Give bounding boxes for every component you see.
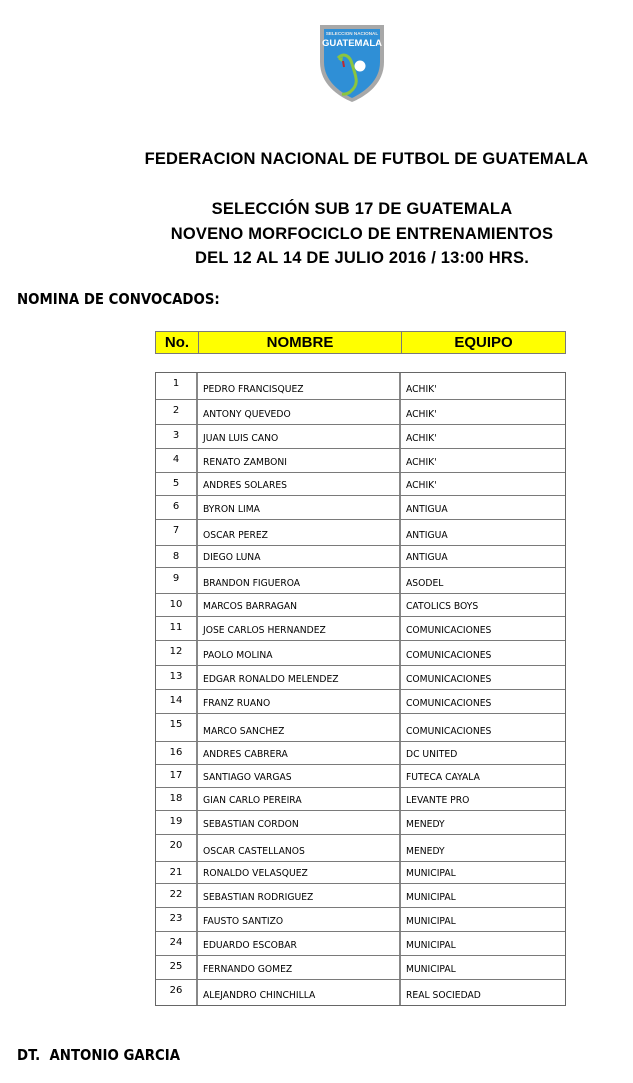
column-header-team: EQUIPO <box>454 334 513 351</box>
player-name: SEBASTIAN RODRIGUEZ <box>203 892 314 903</box>
coach-name: DT. ANTONIO GARCIA <box>17 1046 181 1064</box>
row-number: 16 <box>156 742 198 764</box>
row-player-cell <box>198 546 401 567</box>
row-player-cell <box>198 908 401 931</box>
row-team-cell <box>401 641 565 665</box>
row-number: 5 <box>156 473 198 495</box>
team-name: MENEDY <box>406 819 445 830</box>
row-player-cell <box>198 449 401 472</box>
table-row <box>156 883 565 907</box>
row-number: 2 <box>156 400 198 424</box>
player-name: PEDRO FRANCISQUEZ <box>203 384 304 395</box>
row-player-cell <box>198 714 401 741</box>
player-name: FRANZ RUANO <box>203 698 271 709</box>
table-row <box>156 567 565 593</box>
team-name: COMUNICACIONES <box>406 698 492 709</box>
row-number: 20 <box>156 835 198 861</box>
row-team-cell <box>401 617 565 640</box>
player-name: OSCAR PEREZ <box>203 530 268 541</box>
player-name: JOSE CARLOS HERNANDEZ <box>203 625 326 636</box>
team-name: LEVANTE PRO <box>406 795 470 806</box>
row-number: 4 <box>156 449 198 472</box>
row-player-cell <box>198 617 401 640</box>
row-team-cell <box>401 956 565 979</box>
row-team-cell <box>401 690 565 713</box>
row-player-cell <box>198 520 401 545</box>
row-number: 6 <box>156 496 198 519</box>
player-name: ANDRES SOLARES <box>203 480 287 491</box>
row-number: 15 <box>156 714 198 741</box>
row-number: 24 <box>156 932 198 955</box>
row-number: 17 <box>156 765 198 787</box>
row-team-cell <box>401 400 565 424</box>
player-name: BYRON LIMA <box>203 504 260 515</box>
team-name: ACHIK' <box>406 457 437 468</box>
team-name: MUNICIPAL <box>406 916 456 927</box>
row-team-cell <box>401 594 565 616</box>
player-name: MARCO SANCHEZ <box>203 726 285 737</box>
row-number: 3 <box>156 425 198 448</box>
row-number: 14 <box>156 690 198 713</box>
table-row <box>156 689 565 713</box>
logo-name: GUATEMALA <box>322 38 382 49</box>
row-team-cell <box>401 373 565 399</box>
team-name: FUTECA CAYALA <box>406 772 480 783</box>
row-number: 10 <box>156 594 198 616</box>
row-team-cell <box>401 520 565 545</box>
row-player-cell <box>198 980 401 1005</box>
row-player-cell <box>198 425 401 448</box>
table-row <box>156 834 565 861</box>
team-name: CATOLICS BOYS <box>406 601 479 612</box>
player-name: ANTONY QUEVEDO <box>203 409 291 420</box>
event-title: NOVENO MORFOCICLO DE ENTRENAMIENTOS <box>170 225 554 243</box>
player-name: GIAN CARLO PEREIRA <box>203 795 302 806</box>
row-number: 7 <box>156 520 198 545</box>
event-dates: DEL 12 AL 14 DE JULIO 2016 / 13:00 HRS. <box>195 249 529 267</box>
row-player-cell <box>198 811 401 834</box>
table-row <box>156 495 565 519</box>
table-row <box>156 616 565 640</box>
row-player-cell <box>198 956 401 979</box>
row-team-cell <box>401 835 565 861</box>
player-name: OSCAR CASTELLANOS <box>203 846 305 857</box>
row-team-cell <box>401 862 565 883</box>
team-name: ACHIK' <box>406 480 437 491</box>
player-name: SANTIAGO VARGAS <box>203 772 292 783</box>
row-number: 23 <box>156 908 198 931</box>
player-name: DIEGO LUNA <box>203 552 261 563</box>
row-number: 9 <box>156 568 198 593</box>
row-team-cell <box>401 496 565 519</box>
team-title: SELECCIÓN SUB 17 DE GUATEMALA <box>211 200 513 218</box>
row-player-cell <box>198 884 401 907</box>
player-name: ALEJANDRO CHINCHILLA <box>203 990 316 1001</box>
row-player-cell <box>198 594 401 616</box>
table-row <box>156 519 565 545</box>
section-title: NOMINA DE CONVOCADOS: <box>17 290 220 308</box>
row-team-cell <box>401 811 565 834</box>
row-team-cell <box>401 714 565 741</box>
team-name: DC UNITED <box>406 749 458 760</box>
row-team-cell <box>401 788 565 810</box>
row-team-cell <box>401 908 565 931</box>
table-row <box>156 472 565 495</box>
table-row <box>156 979 565 1005</box>
row-number: 25 <box>156 956 198 979</box>
column-header-number: No. <box>156 332 199 353</box>
table-row <box>156 764 565 787</box>
row-team-cell <box>401 546 565 567</box>
row-player-cell <box>198 473 401 495</box>
table-row <box>156 931 565 955</box>
team-name: ASODEL <box>406 578 444 589</box>
row-player-cell <box>198 690 401 713</box>
player-name: FERNANDO GOMEZ <box>203 964 293 975</box>
federation-title: FEDERACION NACIONAL DE FUTBOL DE GUATEMALA <box>144 150 589 168</box>
player-name: ANDRES CABRERA <box>203 749 288 760</box>
team-name: ACHIK' <box>406 384 437 395</box>
row-team-cell <box>401 765 565 787</box>
logo-top-text: SELECCION NACIONAL <box>325 31 379 36</box>
player-name: RONALDO VELASQUEZ <box>203 868 308 879</box>
roster-table <box>155 372 566 1006</box>
team-name: ANTIGUA <box>406 530 448 541</box>
player-name: JUAN LUIS CANO <box>203 433 279 444</box>
row-player-cell <box>198 788 401 810</box>
player-name: RENATO ZAMBONI <box>203 457 287 468</box>
table-row <box>156 810 565 834</box>
table-row <box>156 907 565 931</box>
column-header-name: NOMBRE <box>199 332 402 353</box>
row-team-cell <box>401 425 565 448</box>
row-team-cell <box>401 666 565 689</box>
team-name: MUNICIPAL <box>406 964 456 975</box>
team-name: MUNICIPAL <box>406 892 456 903</box>
row-number: 1 <box>156 373 198 399</box>
row-player-cell <box>198 400 401 424</box>
team-name: REAL SOCIEDAD <box>406 990 481 1001</box>
row-team-cell <box>401 932 565 955</box>
player-name: PAOLO MOLINA <box>203 650 273 661</box>
row-number: 22 <box>156 884 198 907</box>
row-number: 8 <box>156 546 198 567</box>
row-number: 19 <box>156 811 198 834</box>
row-player-cell <box>198 641 401 665</box>
federation-logo <box>316 22 388 104</box>
row-number: 12 <box>156 641 198 665</box>
table-row <box>156 593 565 616</box>
table-row <box>156 448 565 472</box>
row-team-cell <box>401 980 565 1005</box>
table-row <box>156 424 565 448</box>
row-player-cell <box>198 742 401 764</box>
row-player-cell <box>198 496 401 519</box>
row-team-cell <box>401 568 565 593</box>
row-team-cell <box>401 884 565 907</box>
team-name: COMUNICACIONES <box>406 726 492 737</box>
row-number: 21 <box>156 862 198 883</box>
team-name: ACHIK' <box>406 433 437 444</box>
team-name: ANTIGUA <box>406 504 448 515</box>
row-player-cell <box>198 666 401 689</box>
table-row <box>156 713 565 741</box>
player-name: EDGAR RONALDO MELENDEZ <box>203 674 339 685</box>
team-name: ACHIK' <box>406 409 437 420</box>
row-number: 11 <box>156 617 198 640</box>
row-number: 13 <box>156 666 198 689</box>
player-name: MARCOS BARRAGAN <box>203 601 298 612</box>
table-row <box>156 373 565 399</box>
table-row <box>156 787 565 810</box>
table-row <box>156 545 565 567</box>
table-row <box>156 861 565 883</box>
team-name: COMUNICACIONES <box>406 625 492 636</box>
row-player-cell <box>198 765 401 787</box>
row-team-cell <box>401 449 565 472</box>
team-name: MUNICIPAL <box>406 940 456 951</box>
player-name: SEBASTIAN CORDON <box>203 819 299 830</box>
row-number: 18 <box>156 788 198 810</box>
row-player-cell <box>198 568 401 593</box>
table-header <box>155 331 566 354</box>
player-name: EDUARDO ESCOBAR <box>203 940 297 951</box>
player-name: BRANDON FIGUEROA <box>203 578 301 589</box>
row-player-cell <box>198 932 401 955</box>
row-number: 26 <box>156 980 198 1005</box>
table-row <box>156 399 565 424</box>
row-player-cell <box>198 373 401 399</box>
team-name: COMUNICACIONES <box>406 674 492 685</box>
table-row <box>156 640 565 665</box>
player-name: FAUSTO SANTIZO <box>203 916 284 927</box>
team-name: COMUNICACIONES <box>406 650 492 661</box>
table-row <box>156 665 565 689</box>
table-row <box>156 955 565 979</box>
row-player-cell <box>198 835 401 861</box>
team-name: ANTIGUA <box>406 552 448 563</box>
row-team-cell <box>401 742 565 764</box>
table-row <box>156 741 565 764</box>
team-name: MENEDY <box>406 846 445 857</box>
row-team-cell <box>401 473 565 495</box>
row-player-cell <box>198 862 401 883</box>
team-name: MUNICIPAL <box>406 868 456 879</box>
